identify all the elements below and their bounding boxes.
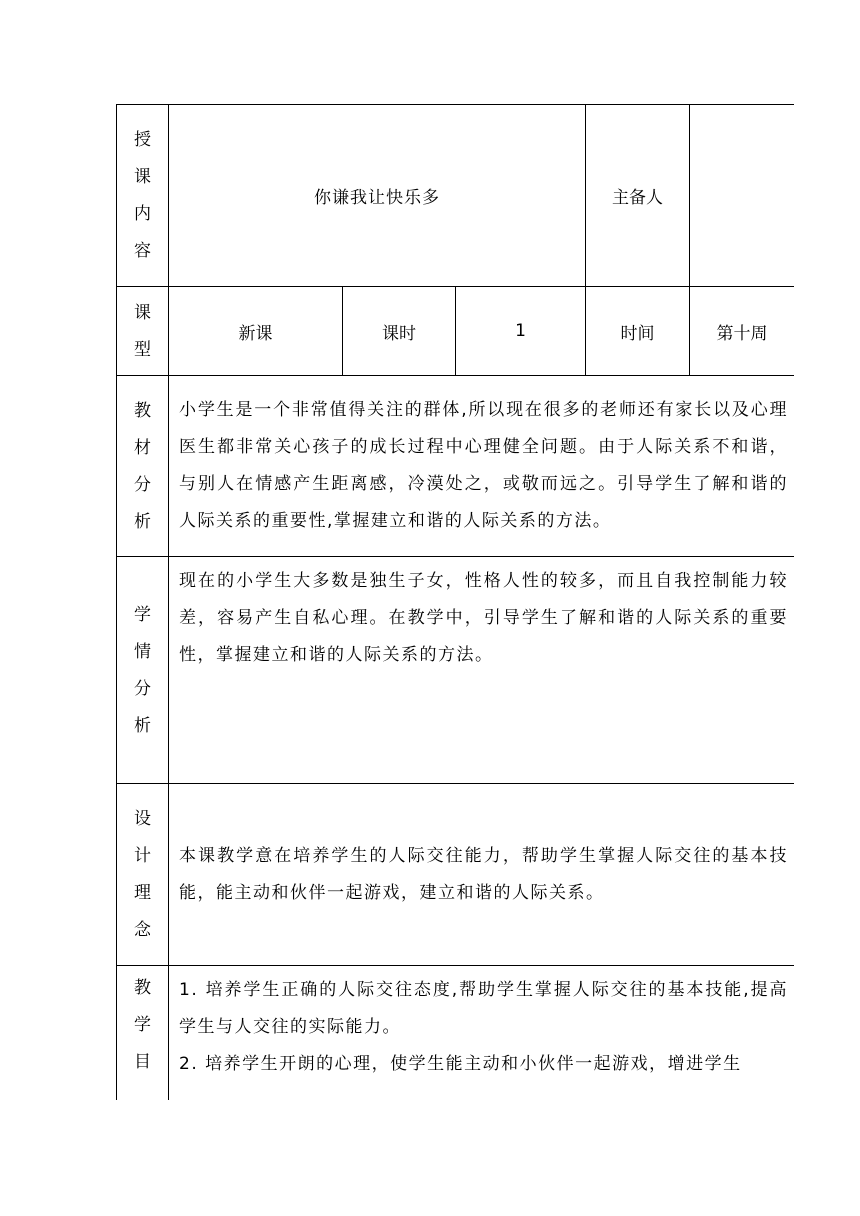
time-label: 时间 bbox=[586, 287, 690, 376]
label-students: 学 情 分 析 bbox=[117, 557, 169, 784]
label-type: 课 型 bbox=[117, 287, 169, 376]
time-value: 第十周 bbox=[690, 287, 794, 376]
period-label: 课时 bbox=[343, 287, 456, 376]
row-students bbox=[117, 557, 795, 784]
row-content bbox=[117, 105, 795, 287]
student-analysis-text: 现在的小学生大多数是独生子女，性格人性的较多，而且自我控制能力较差，容易产生自私心理。在教学中，引导学生了解和谐的人际关系的重要性，掌握建立和谐的人际关系的方法。 bbox=[169, 557, 795, 784]
material-analysis-text: 小学生是一个非常值得关注的群体,所以现在很多的老师还有家长以及心理医生都非常关心孩子的成长过程中心理健全问题。由于人际关系不和谐，与别人在情感产生距离感，冷漠处之，或敬而远之。引导学生了解和谐的人际关系的重要性,掌握建立和谐的人际关系的方法。 bbox=[169, 376, 795, 557]
label-material: 教 材 分 析 bbox=[117, 376, 169, 557]
preparer-value bbox=[690, 105, 794, 287]
teaching-goals-text bbox=[169, 966, 795, 1101]
period-value: 1 bbox=[456, 287, 586, 376]
lesson-title: 你谦我让快乐多 bbox=[169, 105, 586, 287]
row-design bbox=[117, 784, 795, 966]
row-goals bbox=[117, 966, 795, 1101]
label-goals: 教 学 目 bbox=[117, 966, 169, 1101]
type-value: 新课 bbox=[169, 287, 343, 376]
row-type bbox=[117, 287, 795, 376]
design-concept-text: 本课教学意在培养学生的人际交往能力，帮助学生掌握人际交往的基本技能，能主动和伙伴一起游戏，建立和谐的人际关系。 bbox=[169, 784, 795, 966]
label-design: 设 计 理 念 bbox=[117, 784, 169, 966]
goal-item: 2. 培养学生开朗的心理，使学生能主动和小伙伴一起游戏，增进学生 bbox=[179, 1054, 742, 1074]
lesson-plan-table bbox=[116, 104, 794, 1100]
row-material bbox=[117, 376, 795, 557]
lesson-plan-sheet bbox=[116, 104, 794, 1100]
label-content: 授 课 内 容 bbox=[117, 105, 169, 287]
preparer-label: 主备人 bbox=[586, 105, 690, 287]
goal-item: 1. 培养学生正确的人际交往态度,帮助学生掌握人际交往的基本技能,提高学生与人交往的实际能力。 bbox=[179, 980, 789, 1037]
